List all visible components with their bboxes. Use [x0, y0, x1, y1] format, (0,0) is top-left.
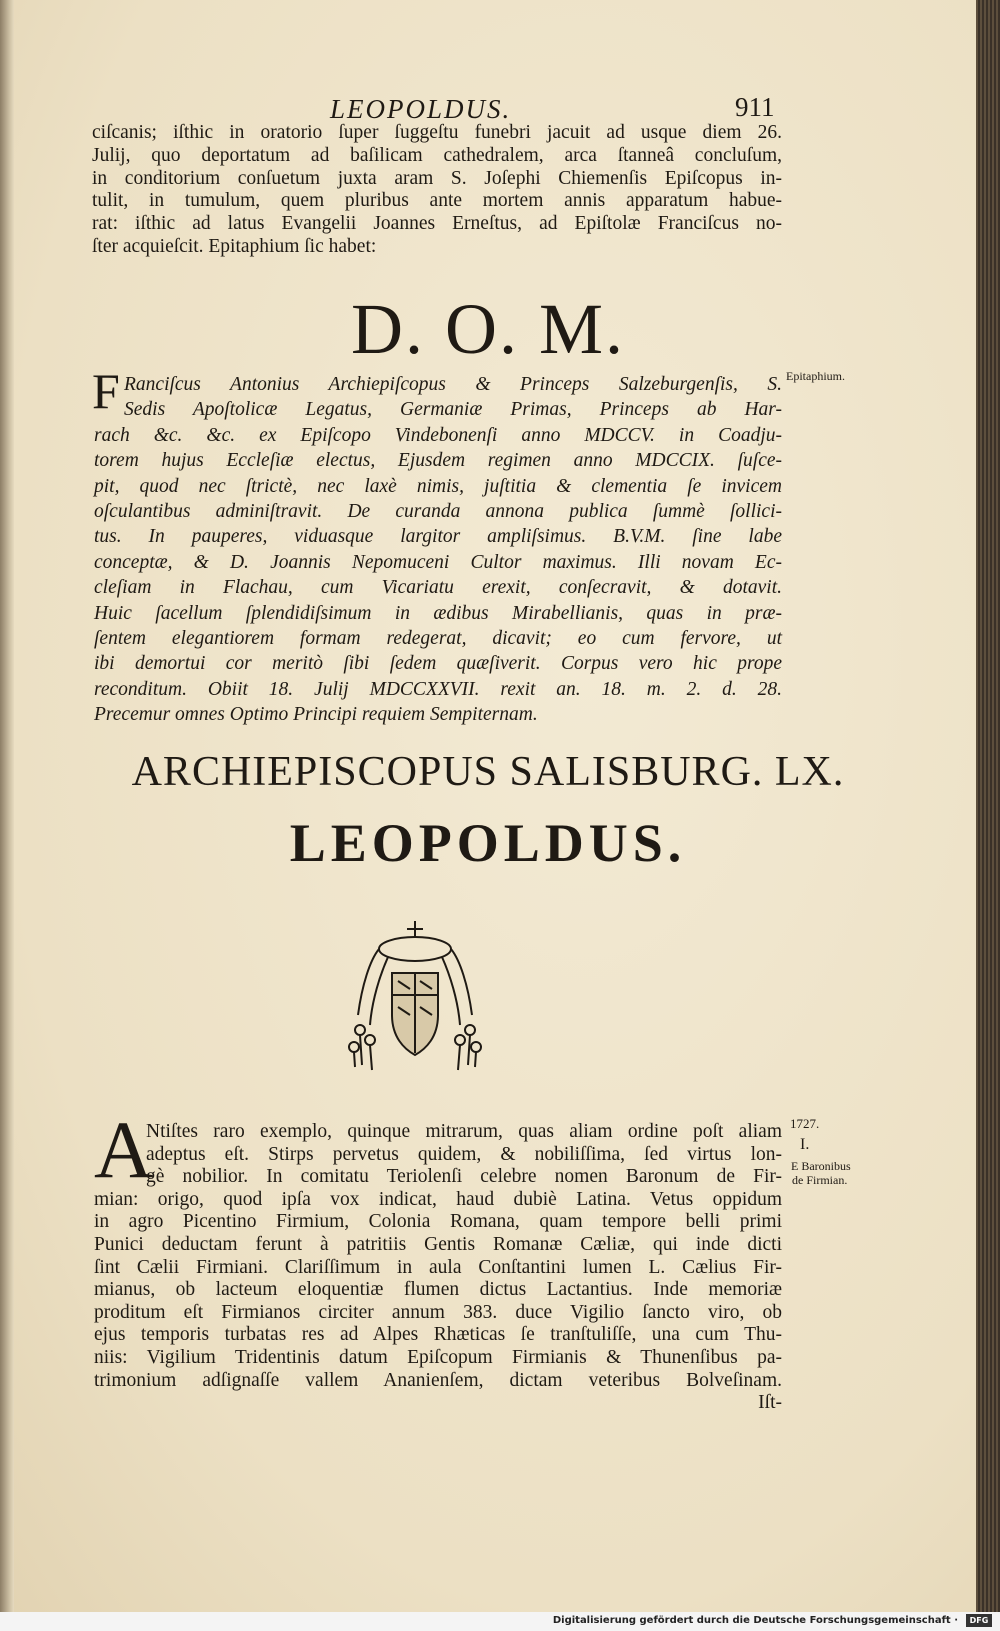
- dfg-logo: DFG: [966, 1614, 992, 1627]
- text-line: trimonium adſignaſſe vallem Ananienſem, dictam veteribus Bolveſinam.: [94, 1369, 782, 1391]
- footer-credit: Digitalisierung gefördert durch die Deutsche Forschungsgemeinschaft ·: [552, 1615, 958, 1626]
- section-title: ARCHIEPISCOPUS SALISBURG. LX.: [131, 749, 845, 795]
- epitaph-line: rach &c. &c. ex Epiſcopo Vindebonenſi anno MDCCV. in Coadju-: [94, 424, 782, 446]
- margin-year: 1727.: [790, 1116, 820, 1131]
- text-line: niis: Vigilium Tridentinis datum Epiſcopum Firmianis & Thunenſibus pa-: [94, 1346, 782, 1368]
- epitaph-line: Huic ſacellum ſplendidiſsimum in ædibus Mirabellianis, quas in præ-: [94, 602, 782, 624]
- epitaph-dropcap: F: [92, 363, 120, 419]
- text-line: Ntiſtes raro exemplo, quinque mitrarum, quas aliam ordine poſt aliam: [146, 1121, 782, 1142]
- text-line: gè nobilior. In comitatu Teriolenſi celebre nomen Baronum de Fir-: [146, 1166, 782, 1188]
- margin-numeral: I.: [800, 1136, 810, 1153]
- epitaph-line: torem hujus Eccleſiæ electus, Ejusdem regimen anno MDCCIX. ſuſce-: [94, 450, 782, 472]
- text-line: mianus, ob lacteum eloquentiæ flumen dictus Lactantius. Inde memoriæ: [94, 1279, 782, 1301]
- margin-note-epitaphium: Epitaphium.: [786, 369, 845, 383]
- epitaph-line: Ranciſcus Antonius Archiepiſcopus & Princeps Salzeburgenſis, S.: [124, 374, 782, 395]
- epitaph-line: ibi demortui cor meritò ſibi ſedem quæſiverit. Corpus vero hic prope: [94, 653, 782, 675]
- page-gutter: [0, 0, 14, 1612]
- text-line: ejus temporis turbatas res ad Alpes Rhæticas ſe tranſtuliſſe, una cum Thu-: [94, 1324, 782, 1346]
- text-line: proditum eſt Firmianos circiter annum 383. duce Vigilio ſancto viro, ob: [94, 1301, 782, 1323]
- dom-heading: D. O. M.: [350, 289, 625, 369]
- text-line: rat: iſthic ad latus Evangelii Joannes Erneſtus, ad Epiſtolæ Franciſcus no-: [92, 213, 782, 235]
- catchword: Iſt-: [758, 1392, 782, 1414]
- epitaph-line: conceptæ, & D. Joannis Nepomuceni Cultor maximus. Illi novam Ec-: [94, 551, 782, 573]
- epitaph-line: pit, quod nec ſtrictè, nec laxè nimis, juſtitia & clementia ſe invicem: [94, 475, 782, 497]
- epitaph-line: oſculantibus adminiſtravit. De curanda annona publica ſummè ſollici-: [94, 501, 782, 523]
- text-line: tulit, in tumulum, quem pluribus ante mortem annis apparatum habue-: [92, 190, 782, 212]
- main-dropcap: A: [94, 1104, 154, 1195]
- epitaph-line: Sedis Apoſtolicæ Legatus, Germaniæ Primas, Princeps ab Har-: [124, 399, 782, 421]
- coat-of-arms-icon: [340, 915, 490, 1075]
- margin-note-firmian: de Firmian.: [792, 1173, 848, 1187]
- text-line: mian: origo, quod ipſa vox indicat, haud dubiè Latina. Vetus oppidum: [94, 1188, 782, 1210]
- margin-note-baronibus: E Baronibus: [791, 1159, 851, 1173]
- archbishop-name-title: LEOPOLDUS.: [289, 813, 687, 873]
- epitaph-text: [94, 372, 782, 728]
- running-head: LEOPOLDUS.: [330, 94, 512, 124]
- text-line: in agro Picentino Firmium, Colonia Romana, quam tempore belli primi: [94, 1211, 782, 1233]
- epitaph-line: reconditum. Obiit 18. Julij MDCCXXVII. rexit an. 18. m. 2. d. 28.: [94, 678, 782, 700]
- epitaph-line: Precemur omnes Optimo Principi requiem Sempiternam.: [94, 704, 538, 726]
- epitaph-line: ſentem elegantiorem formam redegerat, dicavit; eo cum fervore, ut: [94, 628, 782, 650]
- text-line: ſter acquieſcit. Epitaphium ſic habet:: [92, 235, 377, 257]
- intro-paragraph: [92, 122, 782, 259]
- epitaph-line: cleſiam in Flachau, cum Vicariatu erexit, conſecravit, & dotavit.: [94, 577, 782, 599]
- text-line: Julij, quo deportatum ad baſilicam cathedralem, arca ſtanneâ concluſum,: [92, 144, 782, 166]
- main-paragraph: [94, 1121, 782, 1415]
- epitaph-line: tus. In pauperes, viduasque largitor ampliſsimus. B.V.M. ſine labe: [94, 526, 782, 548]
- text-line: Punici deductam ferunt à patritiis Gentis Romanæ Cæliæ, qui inde dicti: [94, 1233, 782, 1255]
- book-edge: [976, 0, 1000, 1631]
- page-number: 911: [735, 92, 775, 122]
- text-line: ſint Cælii Firmiani. Clariſſimum in aula Conſtantini lumen L. Cælius Fir-: [94, 1256, 782, 1278]
- text-line: ciſcanis; iſthic in oratorio ſuper ſuggeſtu funebri jacuit ad usque diem 26.: [92, 122, 782, 143]
- text-line: adeptus eſt. Stirps pervetus quidem, & nobiliſſima, ſed virtus lon-: [146, 1143, 782, 1165]
- text-line: in conditorium conſuetum juxta aram S. Joſephi Chiemenſis Epiſcopus in-: [92, 167, 782, 189]
